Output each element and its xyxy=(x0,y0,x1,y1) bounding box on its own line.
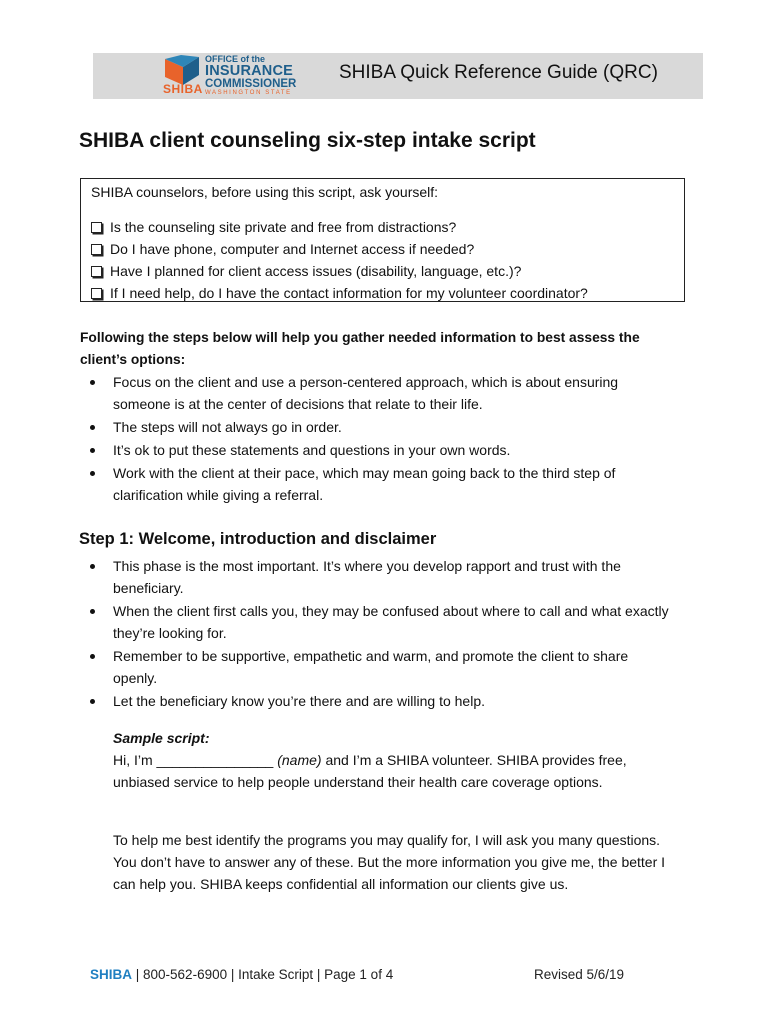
bullet-text: The steps will not always go in order. xyxy=(113,419,342,435)
oic-logo xyxy=(163,53,303,99)
footer-brand: SHIBA xyxy=(90,967,133,982)
sample-name-placeholder: (name) xyxy=(277,752,322,768)
footer-revised: Revised 5/6/19 xyxy=(534,967,625,982)
check-item xyxy=(91,238,588,260)
self-check-list xyxy=(91,216,588,304)
bullet-text: This phase is the most important. It’s where you develop rapport and trust with the beneficiary. xyxy=(113,558,621,596)
bullet-icon xyxy=(90,564,95,569)
bullet-icon xyxy=(90,380,95,385)
page-title: SHIBA client counseling six-step intake script xyxy=(79,129,536,152)
step-1-heading: Step 1: Welcome, introduction and disclaimer xyxy=(79,530,437,548)
bullet-icon xyxy=(90,448,95,453)
list-item xyxy=(80,416,673,438)
logo-shiba-text: SHIBA xyxy=(163,82,203,96)
checkbox-icon xyxy=(91,288,102,299)
list-item xyxy=(80,645,673,689)
list-item xyxy=(80,555,673,599)
bullet-text: When the client first calls you, they may be confused about where to call and what exactly they’re looking for. xyxy=(113,603,669,641)
guide-title: SHIBA Quick Reference Guide (QRC) xyxy=(339,62,658,83)
check-item xyxy=(91,282,588,304)
list-item xyxy=(80,462,673,506)
sample-script-para-1 xyxy=(113,749,678,793)
checkbox-icon xyxy=(91,266,102,277)
bullet-icon xyxy=(90,425,95,430)
checkbox-icon xyxy=(91,222,102,233)
list-item xyxy=(80,600,673,644)
bullet-icon xyxy=(90,654,95,659)
bullet-icon xyxy=(90,471,95,476)
self-check-panel xyxy=(80,178,685,302)
check-item-text: Do I have phone, computer and Internet access if needed? xyxy=(110,241,475,257)
bullet-text: Remember to be supportive, empathetic and warm, and promote the client to share openly. xyxy=(113,648,629,686)
footer-text: | 800-562-6900 | Intake Script | Page 1 of 4 xyxy=(132,967,394,982)
checkbox-icon xyxy=(91,244,102,255)
sample-hi: Hi, I’m _______________ xyxy=(113,752,278,768)
bullet-icon xyxy=(90,609,95,614)
logo-insurance-text: INSURANCE xyxy=(205,63,293,79)
bullet-text: Focus on the client and use a person-centered approach, which is about ensuring someone is at the center of decisions that relate to their life. xyxy=(113,374,619,412)
bullet-icon xyxy=(90,699,95,704)
sample-script-label: Sample script: xyxy=(113,730,210,746)
bullet-text: Let the beneficiary know you’re there and are willing to help. xyxy=(113,693,485,709)
logo-state-text: WASHINGTON STATE xyxy=(205,90,292,96)
bullet-text: Work with the client at their pace, which may mean going back to the third step of clarification while giving a referral. xyxy=(113,465,616,503)
list-item xyxy=(80,690,673,712)
guidance-lead: Following the steps below will help you gather needed information to best assess the client’s options: xyxy=(80,330,640,367)
sample-script-para-2: To help me best identify the programs you may qualify for, I will ask you many questions. You don’t have to answer any of these. But the more information you give me, the better I can help you. SHIBA keeps confidential all information our clients give us. xyxy=(113,832,666,892)
guidance-bullets xyxy=(80,371,673,507)
logo-commissioner-text: COMMISSIONER xyxy=(205,78,297,90)
list-item xyxy=(80,371,673,415)
check-item-text: If I need help, do I have the contact information for my volunteer coordinator? xyxy=(110,285,588,301)
check-item-text: Is the counseling site private and free from distractions? xyxy=(110,219,457,235)
check-item-text: Have I planned for client access issues (disability, language, etc.)? xyxy=(110,263,522,279)
check-item xyxy=(91,260,588,282)
sample-rest: and I’m a SHIBA volunteer. SHIBA provides free, unbiased service to help people understand their health care coverage options. xyxy=(113,752,627,790)
sample-script xyxy=(113,727,678,793)
logo-office-text: OFFICE of the xyxy=(205,54,265,64)
list-item xyxy=(80,439,673,461)
footer xyxy=(90,967,393,982)
step-1-bullets xyxy=(80,555,673,713)
self-check-intro: SHIBA counselors, before using this script, ask yourself: xyxy=(91,184,439,200)
check-item xyxy=(91,216,588,238)
bullet-text: It’s ok to put these statements and questions in your own words. xyxy=(113,442,511,458)
